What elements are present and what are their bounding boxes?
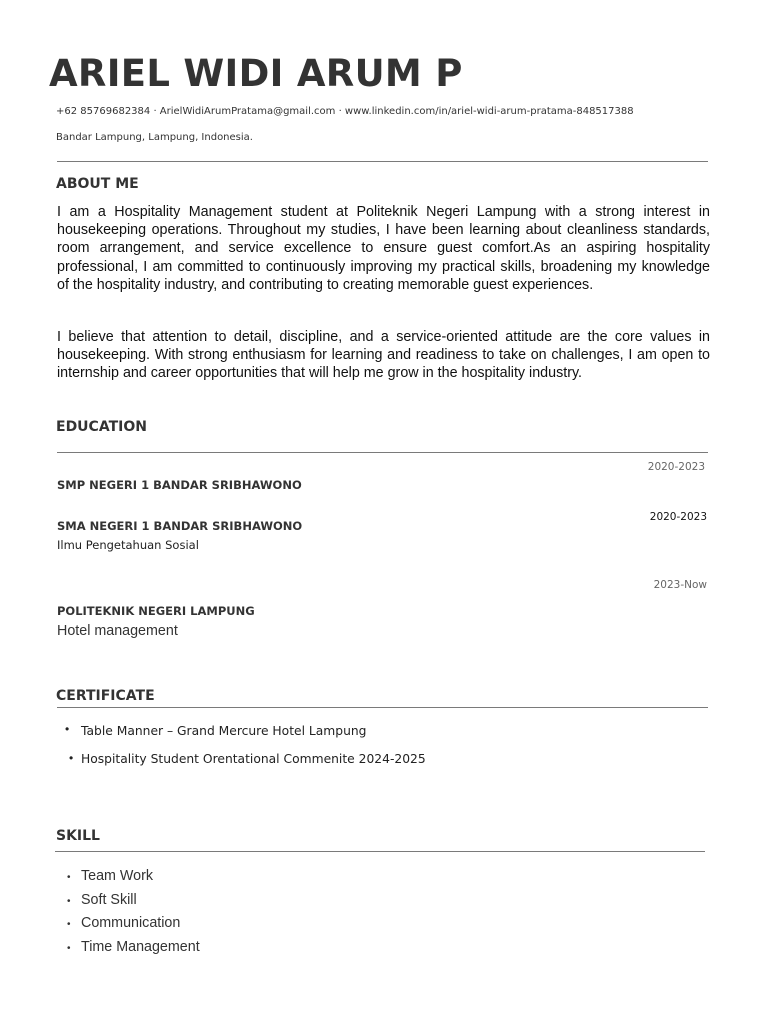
bullet-icon: • [67, 943, 71, 954]
candidate-name: ARIEL WIDI ARUM P [49, 52, 463, 95]
certificate-item: Hospitality Student Orentational Commenite 2024-2025 [81, 752, 426, 766]
education-school: POLITEKNIK NEGERI LAMPUNG [57, 604, 255, 618]
skill-item: Soft Skill [81, 892, 137, 908]
education-years: 2023-Now [653, 579, 707, 591]
certificate-item: Table Manner – Grand Mercure Hotel Lampung [81, 724, 367, 738]
skill-item: Time Management [81, 939, 200, 955]
contact-line: +62 85769682384 · ArielWidiArumPratama@gmail.com · www.linkedin.com/in/ariel-widi-arum-pratama-848517388 [56, 106, 634, 117]
about-heading: ABOUT ME [56, 176, 139, 192]
education-major: Hotel management [57, 623, 178, 639]
skill-item: Team Work [81, 868, 154, 884]
about-paragraph-2: I believe that attention to detail, discipline, and a service-oriented attitude are the core values in housekeeping. With strong enthusiasm for learning and readiness to take on challenges, I am open to internship and career opportunities that will help me grow in the hospitality industry. [57, 329, 710, 382]
education-school: SMP NEGERI 1 BANDAR SRIBHAWONO [57, 478, 302, 492]
certificate-divider [57, 707, 708, 708]
education-divider [57, 452, 708, 453]
certificate-heading: CERTIFICATE [56, 688, 155, 704]
education-years: 2020-2023 [649, 511, 707, 523]
education-heading: EDUCATION [56, 419, 147, 435]
skill-item: Communication [81, 915, 181, 931]
education-years: 2020-2023 [647, 461, 705, 473]
about-paragraph-1: I am a Hospitality Management student at Politeknik Negeri Lampung with a strong interest in housekeeping operations. Throughout my studies, I have been learning about cleanliness standards, room arrangement, and service excellence to ensure guest comfort.As an aspiring hospitality professional, I am committed to continuously improving my practical skills, broadening my knowledge of the hospitality industry, and contributing to creating memorable guest experiences. [57, 204, 710, 293]
bullet-icon: • [67, 872, 71, 883]
skill-divider [55, 851, 705, 852]
bullet-icon: • [67, 896, 71, 907]
skill-heading: SKILL [56, 828, 100, 844]
header-divider [57, 161, 708, 162]
bullet-icon: • [69, 751, 74, 765]
location-line: Bandar Lampung, Lampung, Indonesia. [56, 132, 253, 143]
bullet-icon: • [65, 722, 70, 736]
education-major: Ilmu Pengetahuan Sosial [57, 538, 199, 552]
bullet-icon: • [67, 919, 71, 930]
education-school: SMA NEGERI 1 BANDAR SRIBHAWONO [57, 519, 303, 533]
